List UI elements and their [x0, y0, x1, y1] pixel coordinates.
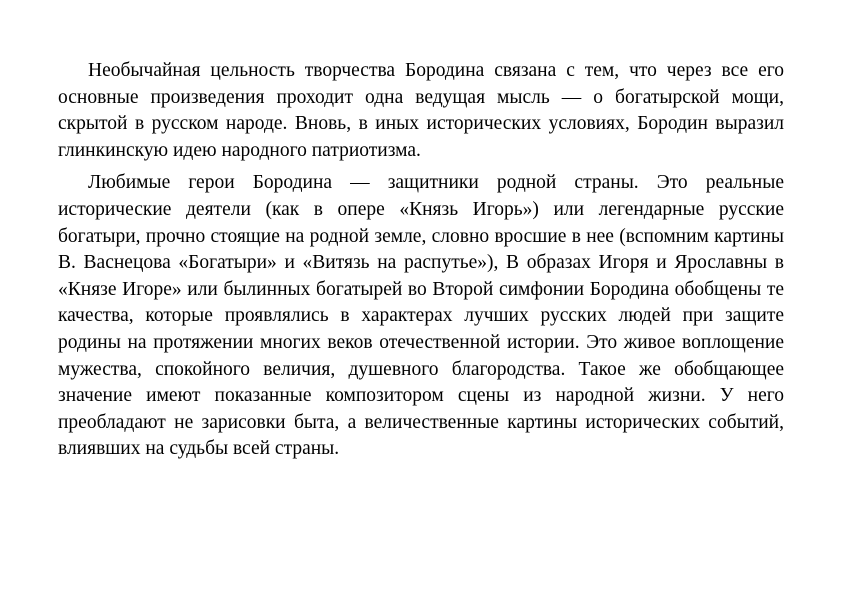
text-body	[58, 58, 784, 463]
paragraph-2: Любимые герои Бородина — защитники родной страны. Это реальные исторические деятели (как в опере «Князь Игорь») или легендарные русские богатыри, прочно стоящие на родной земле, словно вросшие в нее (вспомним картины В. Васнецова «Богатыри» и «Витязь на распутье»), В образах Игоря и Ярославны в «Князе Игоре» или былинных богатырей во Второй симфонии Бородина обобщены те качества, которые проявлялись в характерах лучших русских людей при защите родины на протяжении многих веков отечественной истории. Это живое воплощение мужества, спокойного величия, душевного благородства. Такое же обобщающее значение имеют показанные композитором сцены из народной жизни. У него преобладают не зарисовки быта, а величественные картины исторических событий, влиявших на судьбы всей страны.	[58, 172, 784, 460]
paragraph-1: Необычайная цельность творчества Бородина связана с тем, что через все его основные произведения проходит одна ведущая мысль — о богатырской мощи, скрытой в русском народе. Вновь, в иных исторических условиях, Бородин выразил глинкинскую идею народного патриотизма.	[58, 60, 784, 161]
